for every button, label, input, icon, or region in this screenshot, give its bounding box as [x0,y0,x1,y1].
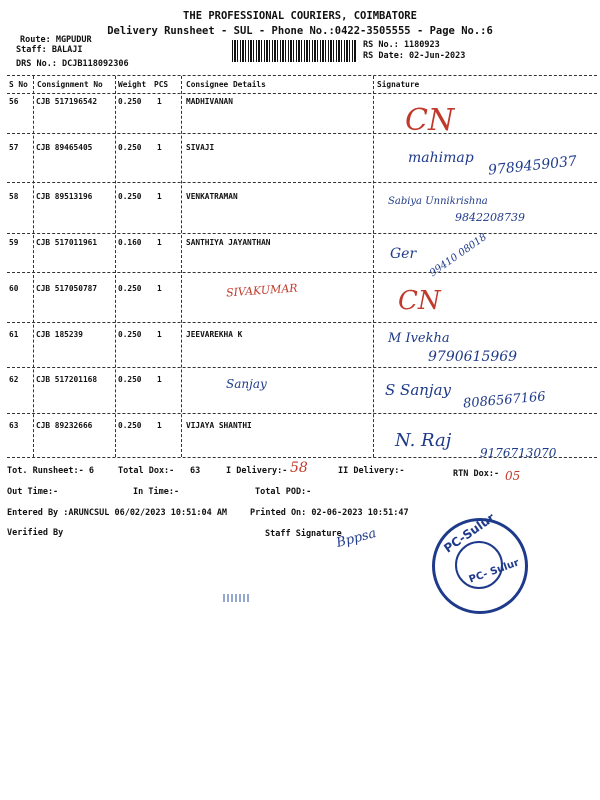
handwritten-signature: mahimap [408,150,474,166]
handwritten-signature: CN [405,103,455,138]
out-time: Out Time:- [7,487,59,497]
row-consignment: CJB 185239 [36,330,83,339]
rs-date: RS Date: 02-Jun-2023 [363,51,466,61]
rtn-dox-value: 05 [505,469,521,483]
total-pod: Total POD:- [255,487,312,497]
handwritten-phone: 9789459037 [487,153,578,179]
handwritten-note: SIVAKUMAR [225,281,298,300]
handwritten-signature: M Ivekha [388,331,450,346]
row-weight: 0.250 [118,284,142,293]
row-pcs: 1 [157,143,162,152]
col-header-consignment: Consignment No [37,80,103,89]
total-dox-label: Total Dox:- [118,466,175,476]
row-pcs: 1 [157,375,162,384]
row-pcs: 1 [157,330,162,339]
scan-smudge [223,594,251,602]
row-sno: 61 [9,330,19,339]
col-header-pcs: PCS [154,80,169,89]
row-consignee: JEEVAREKHA K [186,330,243,339]
route-label: Route: MGPUDUR [20,35,92,45]
handwritten-signature: N. Raj [395,430,452,451]
row-rule [7,367,597,368]
row-rule [7,182,597,183]
handwritten-phone: 99410 08018 [427,231,489,280]
staff-signature-hand: Bppsa [334,525,378,552]
row-sno: 59 [9,238,19,247]
handwritten-phone: 9842208739 [455,211,525,224]
row-sno: 56 [9,97,19,106]
printed-on: Printed On: 02-06-2023 10:51:47 [250,508,409,518]
row-rule [7,322,597,323]
table-top-rule [7,75,597,76]
row-pcs: 1 [157,192,162,201]
row-consignment: CJB 89465405 [36,143,93,152]
col-header-consignee: Consignee Details [186,80,266,89]
row-consignee: VIJAYA SHANTHI [186,421,252,430]
col-header-signature: Signature [377,80,420,89]
row-pcs: 1 [157,238,162,247]
row-consignment: CJB 517201168 [36,375,98,384]
row-weight: 0.160 [118,238,142,247]
row-sno: 60 [9,284,19,293]
handwritten-note: Sanjay [226,377,267,391]
row-consignment: CJB 517011961 [36,238,98,247]
ii-delivery-label: II Delivery:- [338,466,405,476]
handwritten-signature: Ger [390,246,417,262]
tot-runsheet: Tot. Runsheet:- 6 [7,466,94,476]
row-pcs: 1 [157,421,162,430]
row-rule [7,272,597,273]
barcode [232,40,356,62]
handwritten-phone: 9176713070 [480,446,557,460]
handwritten-signature: Sabiya Unnikrishna [388,196,488,207]
row-sno: 58 [9,192,19,201]
row-rule [7,413,597,414]
row-consignee: VENKATRAMAN [186,192,238,201]
row-rule [7,233,597,234]
row-consignment: CJB 89513196 [36,192,93,201]
row-consignee: SIVAJI [186,143,215,152]
row-sno: 63 [9,421,19,430]
row-weight: 0.250 [118,421,142,430]
handwritten-signature: CN [398,286,441,316]
row-rule [7,133,597,134]
stamp-bottom-text: PC- Sulur [467,557,521,586]
staff-signature-label: Staff Signature [265,529,342,539]
row-weight: 0.250 [118,143,142,152]
row-consignee: MADHIVANAN [186,97,233,106]
rtn-dox-label: RTN Dox:- [453,469,500,479]
i-delivery-label: I Delivery:- [226,466,288,476]
rs-number: RS No.: 1180923 [363,40,440,50]
row-weight: 0.250 [118,330,142,339]
row-sno: 62 [9,375,19,384]
stamp-top-text: PC-Sulur [441,510,498,556]
handwritten-phone: 9790615969 [428,349,518,365]
row-rule [7,457,597,458]
total-dox-value: 63 [190,466,201,476]
runsheet-subtitle: Delivery Runsheet - SUL - Phone No.:0422-3505555 - Page No.:6 [107,25,493,37]
col-header-weight: Weight [118,80,147,89]
i-delivery-value: 58 [290,460,308,476]
handwritten-signature: S Sanjay [385,381,451,399]
company-title: THE PROFESSIONAL COURIERS, COIMBATORE [183,10,417,22]
drs-number: DRS No.: DCJB118092306 [16,59,129,69]
col-header-sno: S No [9,80,28,89]
in-time: In Time:- [133,487,180,497]
row-weight: 0.250 [118,192,142,201]
staff-label: Staff: BALAJI [16,45,83,55]
row-sno: 57 [9,143,19,152]
row-weight: 0.250 [118,97,142,106]
row-pcs: 1 [157,97,162,106]
row-consignment: CJB 89232666 [36,421,93,430]
row-consignee: SANTHIYA JAYANTHAN [186,238,271,247]
row-consignment: CJB 517196542 [36,97,98,106]
verified-by: Verified By [7,528,64,538]
entered-by: Entered By :ARUNCSUL 06/02/2023 10:51:04 AM [7,508,228,518]
row-consignment: CJB 517050787 [36,284,98,293]
row-weight: 0.250 [118,375,142,384]
handwritten-phone: 8086567166 [462,389,547,412]
row-pcs: 1 [157,284,162,293]
table-header-rule [7,93,597,94]
